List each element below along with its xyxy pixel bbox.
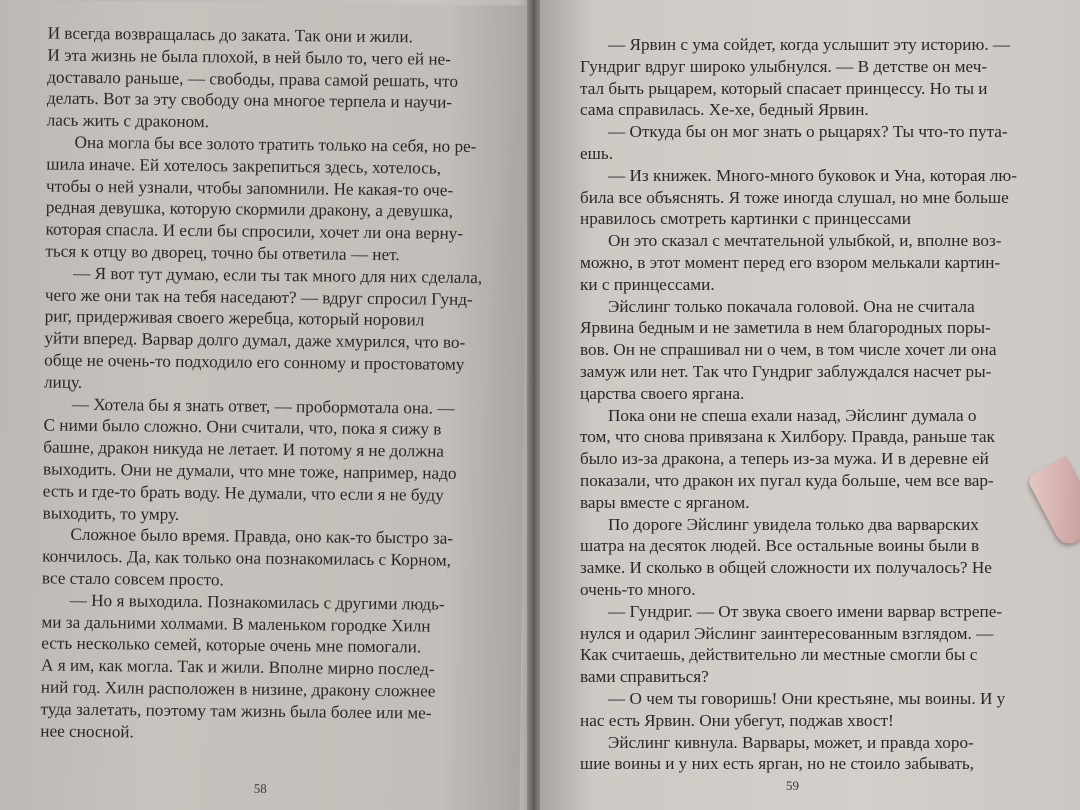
- text-line: нулся и одарил Эйслинг заинтересованным взглядом. —: [580, 623, 994, 643]
- text-line: вами справиться?: [580, 667, 709, 687]
- text-line: выходить, то умру.: [42, 503, 180, 524]
- text-line: шатра на десяток людей. Все остальные воины были в: [580, 536, 980, 556]
- text-line: шие воины и у них есть ярган, но не стоило забывать,: [580, 754, 974, 774]
- text-line: очень-то много.: [580, 579, 696, 599]
- text-line: все стало совсем просто.: [41, 568, 224, 590]
- right-page: [540, 0, 1080, 810]
- text-line: туда залетать, поэтому там жизнь была более или ме-: [40, 699, 432, 723]
- text-line: Эйслинг кивнула. Варвары, может, и правда хоро-: [608, 732, 974, 752]
- pink-bookmark-tab: [1026, 456, 1080, 548]
- text-line: было из-за дракона, а теперь из-за мужа. И в деревне ей: [580, 449, 989, 469]
- text-line: — Ярвин с ума сойдет, когда услышит эту историю. —: [608, 35, 1011, 54]
- text-line: можно, в этот момент перед его взором мелькали картин-: [580, 252, 1001, 272]
- text-line: выходить. Они не думали, что мне тоже, например, надо: [42, 459, 457, 483]
- text-line: доставало раньше, — свободы, права самой решать, что: [47, 67, 459, 91]
- text-line: замке. И сколько в общей сложности их получалось? Не: [580, 558, 992, 578]
- text-line: обще не очень-то подходило его сонному и простоватому: [44, 350, 465, 374]
- text-line: уйти вперед. Варвар долго думал, даже хмурился, что во-: [44, 328, 466, 353]
- left-page-text: [40, 23, 510, 747]
- text-line: — Я вот тут думаю, если ты так много для них сделала,: [73, 263, 483, 287]
- text-line: башне, дракон никуда не летает. И потому я не должна: [43, 437, 445, 461]
- text-line: которая спасла. И если бы спросили, хочет ли она верну-: [45, 219, 464, 244]
- text-line: И всегда возвращалась до заката. Так они и жили.: [47, 23, 414, 47]
- text-line: Эйслинг только покачала головой. Она не считала: [608, 296, 975, 316]
- text-line: кончилось. Да, как только она познакомилась с Корном,: [42, 546, 452, 570]
- text-line: А я им, как могла. Так и жили. Вполне мирно послед-: [40, 655, 435, 679]
- text-line: била все объяснять. Я тоже иногда слушал, но мне больше: [580, 187, 1009, 207]
- text-line: ний год. Хилн расположен в низине, дракону сложнее: [40, 677, 436, 701]
- text-line: Сложное было время. Правда, оно как-то быстро за-: [70, 525, 454, 549]
- text-line: По дороге Эйслинг увидела только два варварских: [608, 514, 979, 534]
- text-line: Он это сказал с мечтательной улыбкой, и, вполне воз-: [608, 231, 1002, 251]
- text-line: Как считаешь, действительно ли местные смогли бы с: [580, 645, 978, 665]
- text-line: вов. Он не спрашивал ни о чем, в том числе хочет ли она: [580, 340, 997, 360]
- text-line: делать. Вот за эту свободу она многое терпела и научи-: [46, 88, 453, 113]
- text-line: чтобы о ней узнали, чтобы запомнили. Не какая-то оче-: [45, 176, 454, 200]
- text-line: Гундриг вдруг широко улыбнулся. — В детстве он меч-: [580, 56, 988, 76]
- text-line: вары вместе с ярганом.: [580, 492, 750, 512]
- text-line: С ними было сложно. Они считали, что, пока я сижу в: [43, 415, 442, 439]
- text-line: нравилось смотреть картинки с принцессами: [580, 209, 911, 229]
- text-line: ми за дальними холмами. В маленьком городке Хилн: [41, 611, 431, 636]
- text-line: нее сносной.: [40, 720, 134, 741]
- text-line: есть несколько семей, которые очень мне помогали.: [41, 633, 422, 657]
- text-line: ться к отцу во дворец, точно бы ответила — нет.: [45, 241, 400, 265]
- text-line: — Гундриг. — От звука своего имени варвар встрепе-: [608, 601, 1003, 621]
- text-line: Пока они не спеша ехали назад, Эйслинг думала о: [608, 405, 977, 425]
- text-line: чего же они так на тебя наседают? — вдруг спросил Гунд-: [44, 285, 473, 309]
- text-line: том, что снова привязана к Хилбору. Правда, раньше так: [580, 427, 995, 447]
- text-line: — О чем ты говоришь! Они крестьяне, мы воины. И у: [608, 688, 1006, 708]
- text-line: тал быть рыцарем, который спасает принцессу. Но ты и: [580, 78, 988, 98]
- text-line: царства своего яргана.: [580, 383, 745, 403]
- text-line: — Но я выходила. Познакомилась с другими людь-: [69, 590, 445, 614]
- right-page-text: [580, 34, 1032, 775]
- left-page: [0, 0, 528, 810]
- text-line: нас есть Ярвин. Они убегут, поджав хвост!: [580, 710, 894, 730]
- text-line: — Из книжек. Много-много буковок и Уна, которая лю-: [608, 165, 1017, 185]
- text-line: редная девушка, которую скормили дракону, а девушка,: [45, 197, 454, 222]
- text-line: Она могла бы все золото тратить только на себя, но ре-: [74, 132, 477, 156]
- text-line: — Откуда бы он мог знать о рыцарях? Ты что-то пута-: [608, 122, 1008, 142]
- text-line: лицу.: [43, 372, 83, 392]
- text-line: Ярвина бедным и не заметила в нем благородных поры-: [580, 318, 991, 338]
- text-line: ешь.: [580, 143, 613, 163]
- text-line: замуж или нет. Так что Гундриг заблуждался насчет ры-: [580, 361, 992, 381]
- text-line: риг, придерживая своего жеребца, который норовил: [44, 306, 425, 330]
- book-gutter: [527, 0, 541, 810]
- text-line: — Хотела бы я знать ответ, — пробормотала она. —: [71, 394, 455, 418]
- text-line: лась жить с драконом.: [46, 110, 210, 132]
- text-line: ки с принцессами.: [580, 274, 715, 294]
- page-number-right: 59: [786, 778, 799, 793]
- text-line: есть и где-то брать воду. Не думали, что если я не буду: [42, 481, 444, 505]
- text-line: сама справилась. Хе-хе, бедный Ярвин.: [580, 100, 869, 120]
- text-line: шила иначе. Ей хотелось закрепиться здесь, хотелось,: [46, 154, 442, 178]
- page-number-left: 58: [253, 780, 267, 796]
- text-line: И эта жизнь не была плохой, в ней было то, чего ей не-: [47, 45, 452, 69]
- text-line: показали, что дракон их пугал куда больше, чем все вар-: [580, 470, 994, 490]
